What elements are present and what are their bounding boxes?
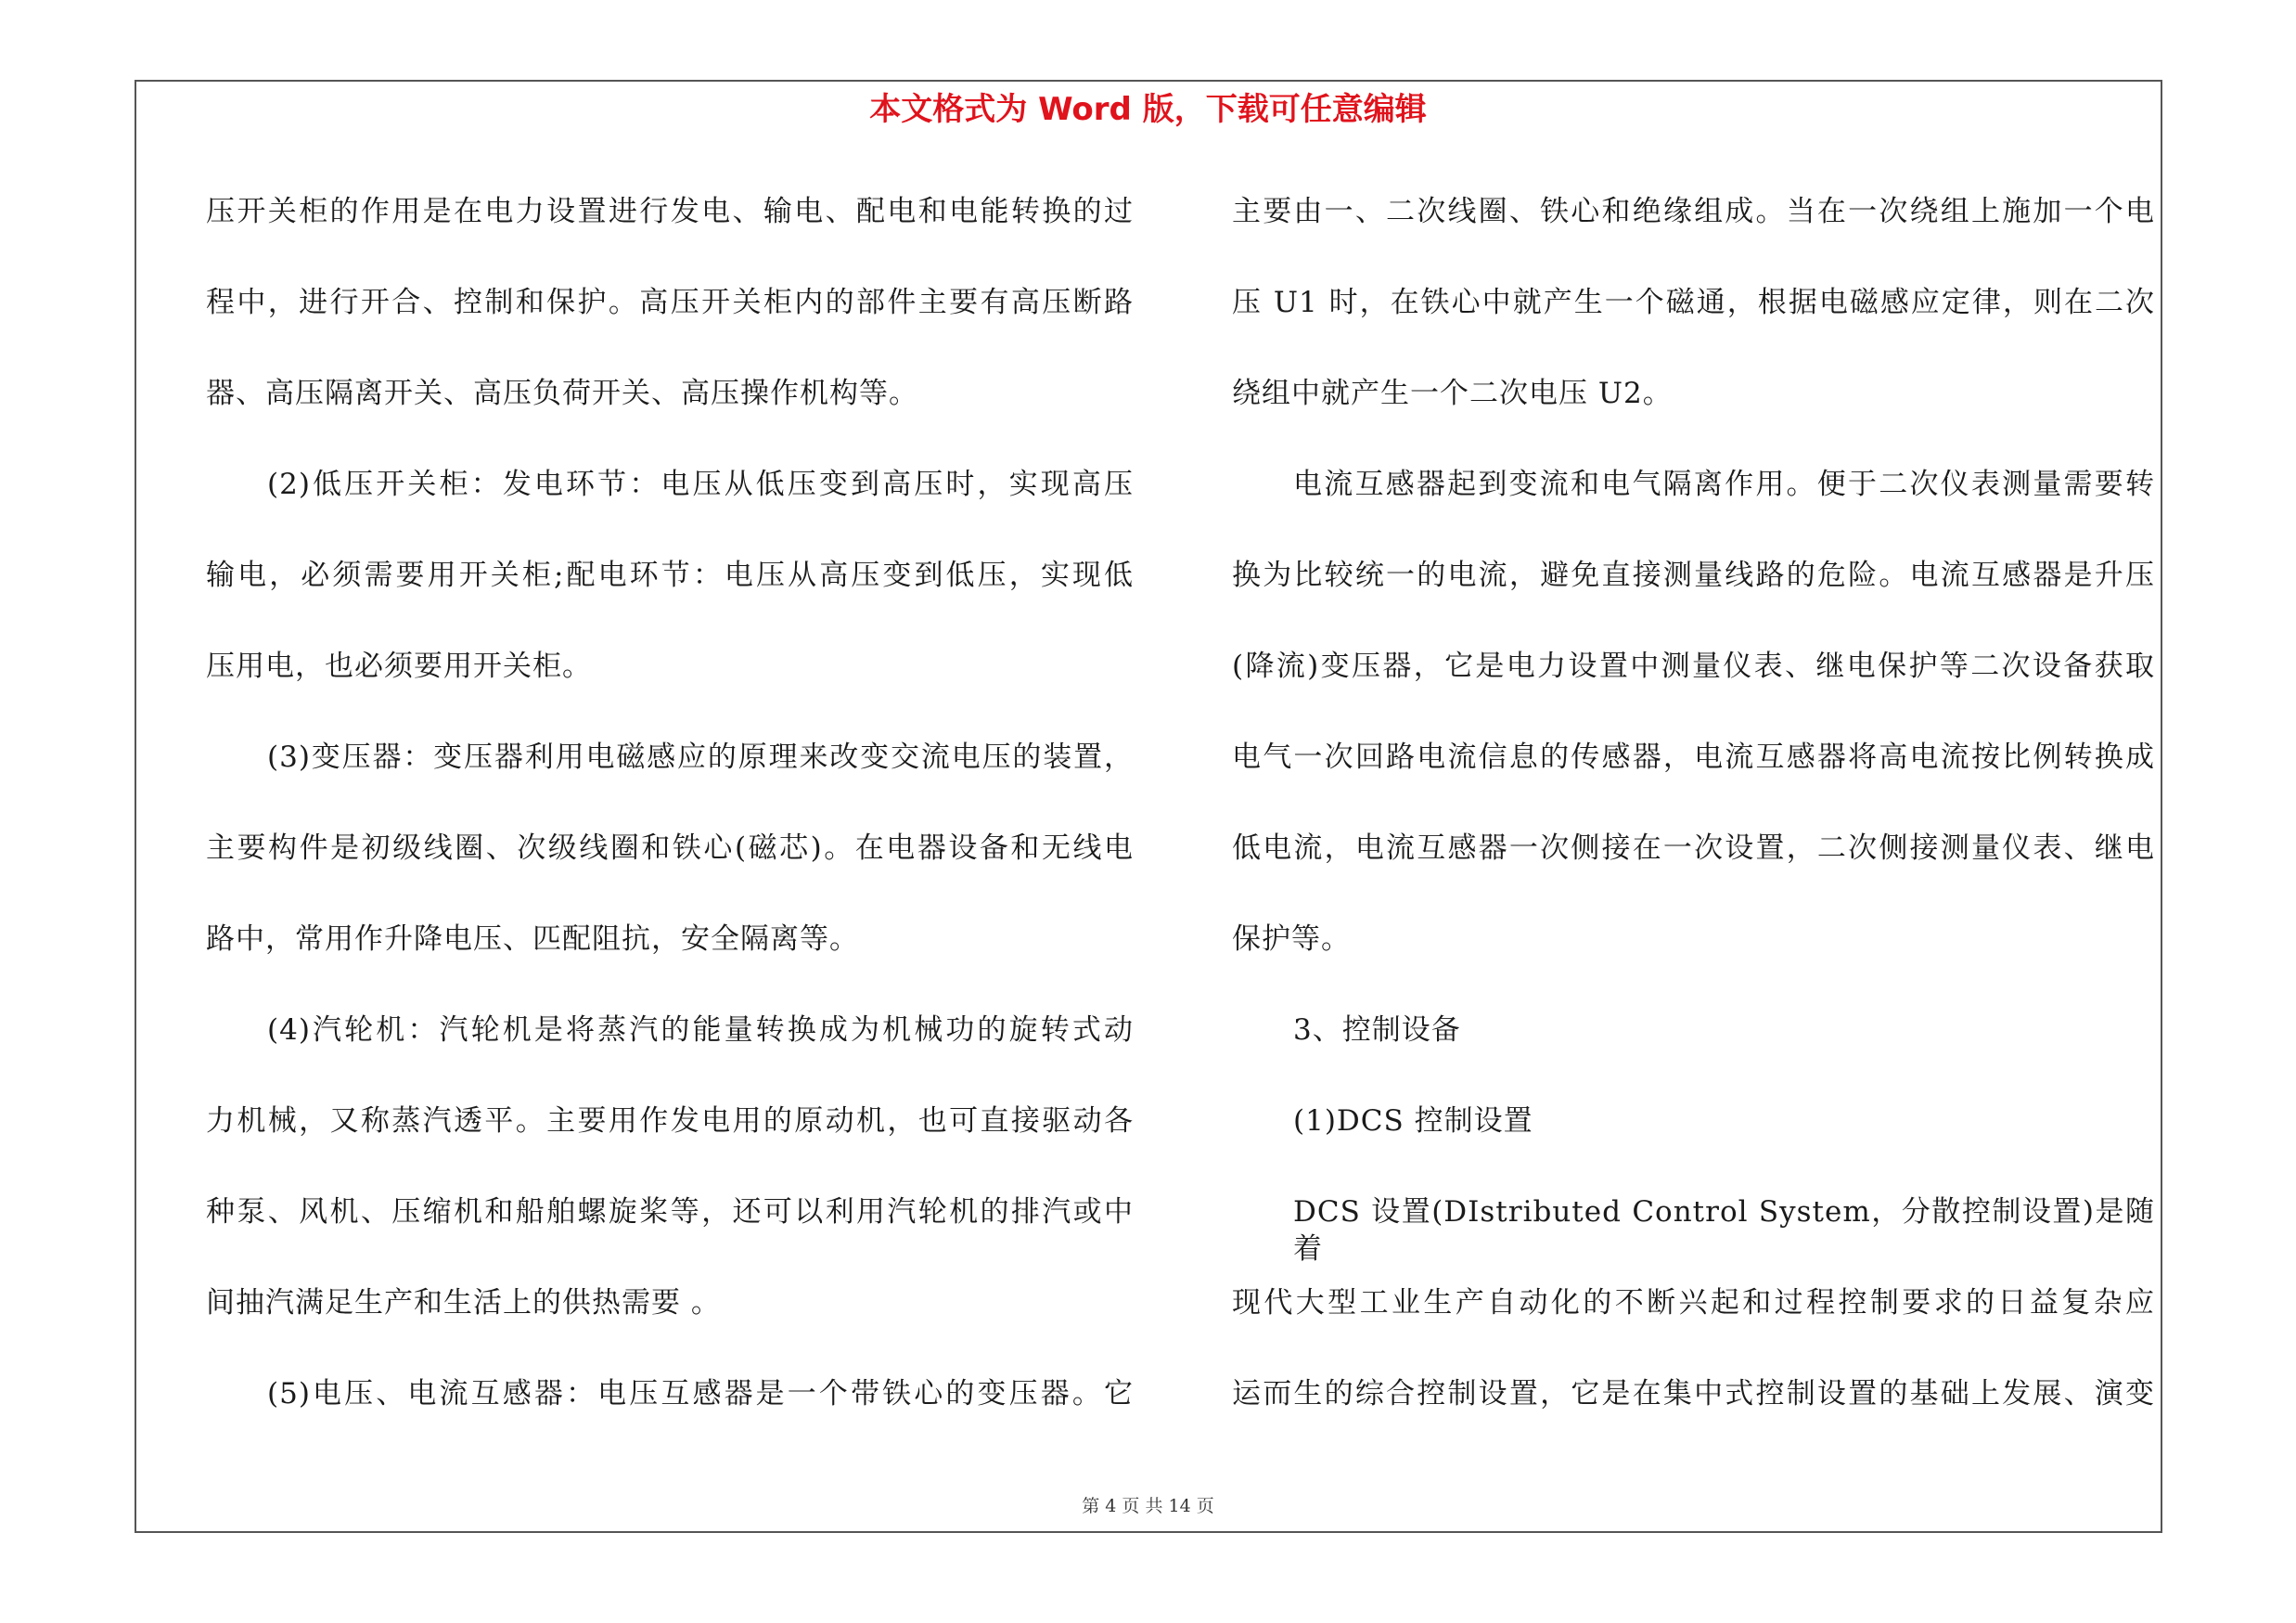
- text-line: 运而生的综合控制设置，它是在集中式控制设置的基础上发展、演变: [1232, 1377, 2155, 1410]
- text-line: 主要由一、二次线圈、铁心和绝缘组成。当在一次绕组上施加一个电: [1232, 195, 2155, 228]
- section-heading: 3、控制设备: [1293, 1013, 1461, 1047]
- text-line: DCS 设置(DIstributed Control System，分散控制设置)是随着: [1293, 1195, 2155, 1266]
- text-line: (5)电压、电流互感器：电压互感器是一个带铁心的变压器。它: [267, 1377, 1134, 1410]
- text-line: 换为比较统一的电流，避免直接测量线路的危险。电流互感器是升压: [1232, 559, 2155, 592]
- text-line: 主要构件是初级线圈、次级线圈和铁心(磁芯)。在电器设备和无线电: [206, 831, 1134, 865]
- text-line: 输电，必须需要用开关柜;配电环节：电压从高压变到低压，实现低: [206, 559, 1134, 592]
- word-format-banner: 本文格式为 Word 版，下载可任意编辑: [869, 91, 1427, 128]
- text-line: 电气一次回路电流信息的传感器，电流互感器将高电流按比例转换成: [1232, 741, 2155, 774]
- text-line: 种泵、风机、压缩机和船舶螺旋桨等，还可以利用汽轮机的排汽或中: [206, 1195, 1134, 1229]
- text-line: 保护等。: [1232, 922, 1351, 956]
- text-line: 器、高压隔离开关、高压负荷开关、高压操作机构等。: [206, 377, 918, 410]
- text-line: 路中，常用作升降电压、匹配阻抗，安全隔离等。: [206, 922, 859, 956]
- text-line: 力机械，又称蒸汽透平。主要用作发电用的原动机，也可直接驱动各: [206, 1104, 1134, 1138]
- page-number-footer: 第 4 页 共 14 页: [1082, 1496, 1214, 1516]
- text-line: 绕组中就产生一个二次电压 U2。: [1232, 377, 1673, 410]
- text-line: 程中，进行开合、控制和保护。高压开关柜内的部件主要有高压断路: [206, 286, 1134, 319]
- text-line: 压开关柜的作用是在电力设置进行发电、输电、配电和电能转换的过: [206, 195, 1134, 228]
- text-line: (4)汽轮机：汽轮机是将蒸汽的能量转换成为机械功的旋转式动: [267, 1013, 1134, 1047]
- text-line: 现代大型工业生产自动化的不断兴起和过程控制要求的日益复杂应: [1232, 1286, 2155, 1320]
- text-line: 电流互感器起到变流和电气隔离作用。便于二次仪表测量需要转: [1293, 468, 2155, 501]
- text-line: 压用电，也必须要用开关柜。: [206, 650, 592, 683]
- text-line: (降流)变压器，它是电力设置中测量仪表、继电保护等二次设备获取: [1232, 650, 2155, 683]
- text-line: (3)变压器：变压器利用电磁感应的原理来改变交流电压的装置，: [267, 741, 1134, 774]
- subsection-heading: (1)DCS 控制设置: [1293, 1104, 1533, 1138]
- text-line: 间抽汽满足生产和生活上的供热需要 。: [206, 1286, 721, 1320]
- text-line: (2)低压开关柜：发电环节：电压从低压变到高压时，实现高压: [267, 468, 1134, 501]
- text-line: 压 U1 时，在铁心中就产生一个磁通，根据电磁感应定律，则在二次: [1232, 286, 2155, 319]
- text-line: 低电流，电流互感器一次侧接在一次设置，二次侧接测量仪表、继电: [1232, 831, 2155, 865]
